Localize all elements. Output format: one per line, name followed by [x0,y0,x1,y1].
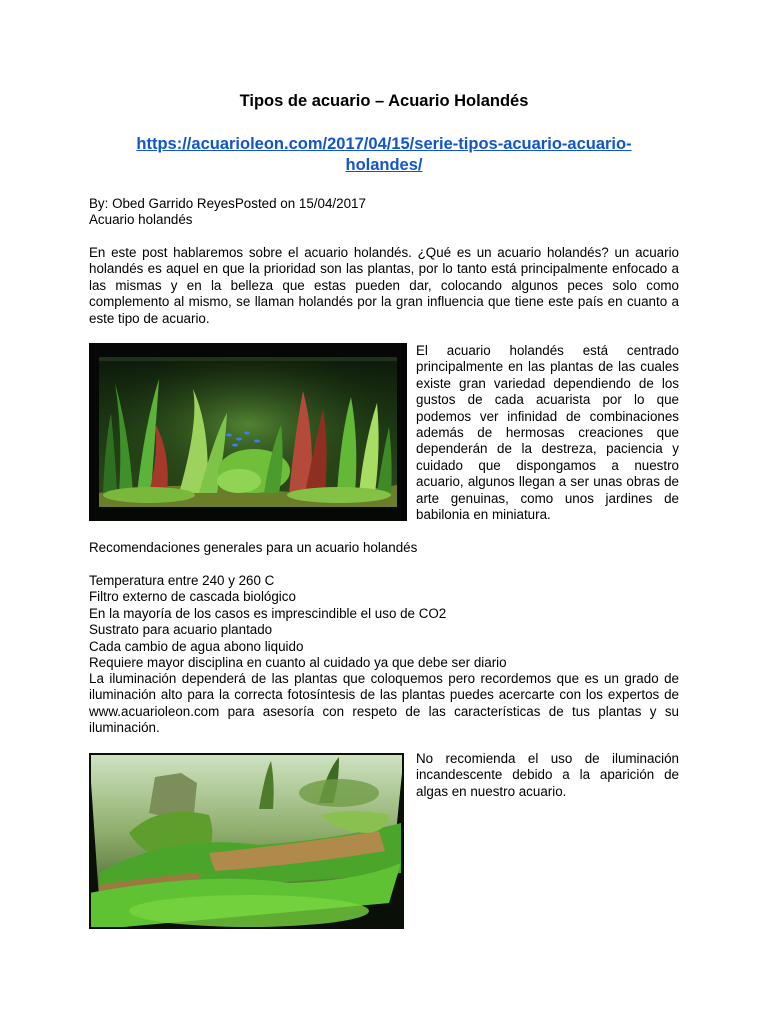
recommendation-item: Cada cambio de agua abono liquido [89,638,304,654]
document-title: Tipos de acuario – Acuario Holandés [239,92,529,110]
side-paragraph-1: El acuario holandés está centrado principalmente en las plantas de las cuales existe gran variedad dependiendo de los gustos de cada acuarista por lo que podemos ver infinidad de combinaciones además de hermosas creaciones que dependerán de la destreza, paciencia y cuidado que dispongamos a nuestro acuario, algunos llegan a ser unas obras de arte genuinas, como unos jardines de babilonia en miniatura. [416,343,679,523]
planted-aquarium-illustration [89,343,407,521]
recommendation-item: Requiere mayor disciplina en cuanto al cuidado ya que debe ser diario [89,655,507,671]
byline-text: By: Obed Garrido ReyesPosted on 15/04/2017 [89,196,366,211]
source-link[interactable]: https://acuarioleon.com/2017/04/15/serie-tipos-acuario-acuario-holandes/ [136,135,632,174]
byline [89,196,679,229]
recommendation-item: En la mayoría de los casos es imprescindible el uso de CO2 [89,605,447,621]
recommendation-item: Sustrato para acuario plantado [89,622,273,638]
side-paragraph-2: No recomienda el uso de iluminación incandescente debido a la aparición de algas en nuestro acuario. [416,751,679,799]
subheading: Acuario holandés [89,212,193,228]
recommendation-item: Filtro externo de cascada biológico [89,589,296,605]
lighting-paragraph: La iluminación dependerá de las plantas que coloquemos pero recordemos que es un grado de iluminación alto para la correcta fotosíntesis de las plantas puedes acercarte con los expertos de www.acuarioleon.com para asesoría con respeto de las características de tus plantas y su iluminación. [89,671,679,736]
recommendations-heading: Recomendaciones generales para un acuario holandés [89,540,418,555]
aquascape-illustration [89,753,404,929]
intro-paragraph: En este post hablaremos sobre el acuario holandés. ¿Qué es un acuario holandés? un acuario holandés es aquel en que la prioridad son las plantas, por lo tanto está principalmente enfocado a las mismas y en la belleza que estas pueden dar, colocando algunos peces solo como complemento al mismo, se llaman holandés por la gran influencia que tiene este país en cuanto a este tipo de acuario. [89,245,679,326]
recommendation-item: Temperatura entre 240 y 260 C [89,573,275,588]
recommendations-list [89,573,679,671]
planted-aquarium-photo [89,343,407,521]
aquascape-photo [89,753,404,929]
